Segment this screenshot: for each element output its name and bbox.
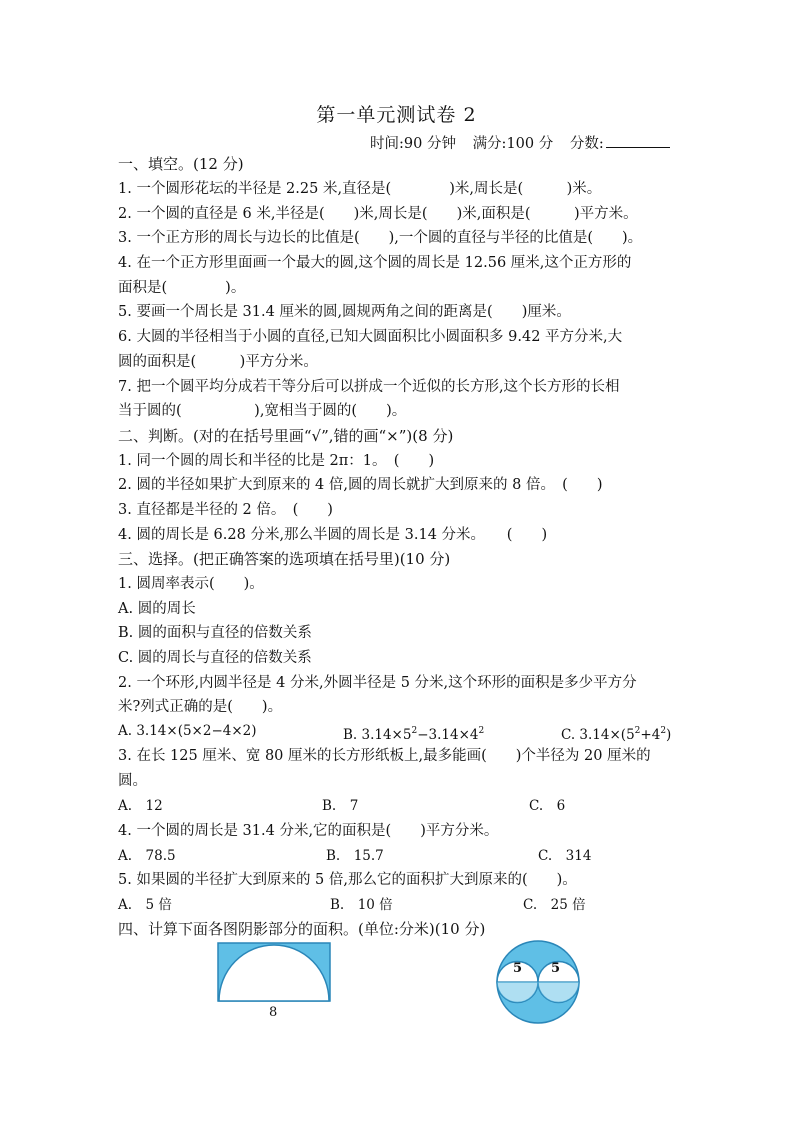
s3-q5-option-c: C. 25 倍 <box>523 897 586 913</box>
s1-question-4-line-2: 面积是( )。 <box>118 280 246 296</box>
section-2-header: 二、判断。(对的在括号里画“√”,错的画“×”)(8 分) <box>118 427 454 445</box>
s1-question-1: 1. 一个圆形花坛的半径是 2.25 米,直径是( )米,周长是( )米。 <box>118 181 602 197</box>
s3-question-5: 5. 如果圆的半径扩大到原来的 5 倍,那么它的面积扩大到原来的( )。 <box>118 872 577 888</box>
s3-q1-option-c: C. 圆的周长与直径的倍数关系 <box>118 650 312 666</box>
s3-q3-option-c: C. 6 <box>529 798 566 814</box>
s3-q4-option-b: B. 15.7 <box>326 848 384 864</box>
time-limit: 时间:90 分钟 <box>370 136 456 152</box>
s1-question-5: 5. 要画一个周长是 31.4 厘米的圆,圆规两角之间的距离是( )厘米。 <box>118 304 571 320</box>
s2-question-1: 1. 同一个圆的周长和半径的比是 2π：1。 ( ) <box>118 453 435 469</box>
figure-1-label: 8 <box>269 1005 278 1020</box>
s2-question-4: 4. 圆的周长是 6.28 分米,那么半圆的周长是 3.14 分米。 ( ) <box>118 527 548 543</box>
section-3-header: 三、选择。(把正确答案的选项填在括号里)(10 分) <box>118 550 451 568</box>
s3-q2-option-b: B. $3.14\times 5^2-3.14\times 4^2$ <box>343 726 485 743</box>
s3-question-4: 4. 一个圆的周长是 31.4 分米,它的面积是( )平方分米。 <box>118 823 499 839</box>
s3-q3-option-a: A. 12 <box>118 798 163 814</box>
s3-question-3-line-1: 3. 在长 125 厘米、宽 80 厘米的长方形纸板上,最多能画( )个半径为 20 厘米的 <box>118 748 651 764</box>
s3-question-2-line-2: 米?列式正确的是( )。 <box>118 699 283 715</box>
section-1-header: 一、填空。(12 分) <box>118 155 244 173</box>
s1-question-6-line-2: 圆的面积是( )平方分米。 <box>118 354 318 370</box>
s2-question-3: 3. 直径都是半径的 2 倍。 ( ) <box>118 502 333 518</box>
figure-2-label-left: 5 <box>513 961 523 976</box>
figure-circle-two-circles <box>495 939 581 1029</box>
s1-question-4-line-1: 4. 在一个正方形里面画一个最大的圆,这个圆的周长是 12.56 厘米,这个正方形的 <box>118 255 632 271</box>
s3-q2-option-a: A. 3.14×(5×2−4×2) <box>118 723 257 739</box>
s1-question-3: 3. 一个正方形的周长与边长的比值是( ),一个圆的直径与半径的比值是( )。 <box>118 230 643 246</box>
page-title: 第一单元测试卷 2 <box>316 104 477 126</box>
s1-question-7-line-2: 当于圆的( ),宽相当于圆的( )。 <box>118 403 407 419</box>
section-4-header: 四、计算下面各图阴影部分的面积。(单位:分米)(10 分) <box>118 920 486 938</box>
s2-question-2: 2. 圆的半径如果扩大到原来的 4 倍,圆的周长就扩大到原来的 8 倍。 ( ) <box>118 477 603 493</box>
s3-question-2-line-1: 2. 一个环形,内圆半径是 4 分米,外圆半径是 5 分米,这个环形的面积是多少平方分 <box>118 675 637 691</box>
score-label: 分数: <box>569 136 604 152</box>
s3-q4-option-a: A. 78.5 <box>118 848 176 864</box>
s3-question-1: 1. 圆周率表示( )。 <box>118 576 264 592</box>
figure-rectangle-semicircle <box>216 941 332 1020</box>
s3-q1-option-b: B. 圆的面积与直径的倍数关系 <box>118 625 312 641</box>
figure-1-svg <box>216 941 332 1005</box>
s1-question-2: 2. 一个圆的直径是 6 米,半径是( )米,周长是( )米,面积是( )平方米。 <box>118 206 638 222</box>
s3-q4-option-c: C. 314 <box>538 848 592 864</box>
s3-q5-option-a: A. 5 倍 <box>118 897 172 913</box>
score-blank[interactable] <box>606 133 670 148</box>
figure-2-label-right: 5 <box>551 961 561 976</box>
full-score: 满分:100 分 <box>472 136 554 152</box>
s1-question-6-line-1: 6. 大圆的半径相当于小圆的直径,已知大圆面积比小圆面积多 9.42 平方分米,大 <box>118 329 623 345</box>
s3-question-3-line-2: 圆。 <box>118 773 147 789</box>
s3-q1-option-a: A. 圆的周长 <box>118 601 196 617</box>
s1-question-7-line-1: 7. 把一个圆平均分成若干等分后可以拼成一个近似的长方形,这个长方形的长相 <box>118 379 620 395</box>
figure-2-svg <box>495 939 581 1025</box>
s3-q2-option-c: C. $3.14\times(5^2+4^2)$ <box>561 726 672 743</box>
s3-q5-option-b: B. 10 倍 <box>330 897 393 913</box>
exam-meta <box>370 132 682 153</box>
s3-q3-option-b: B. 7 <box>322 798 359 814</box>
